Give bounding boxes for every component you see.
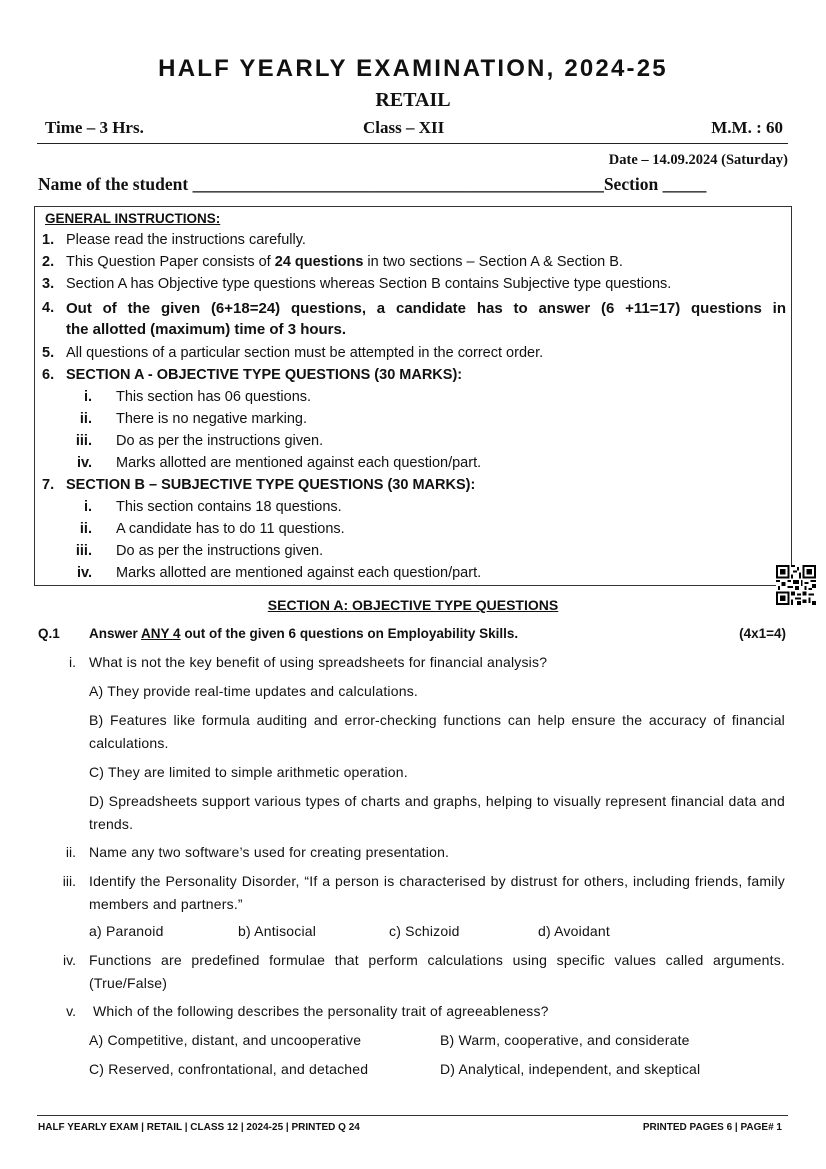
part-ii-question: Name any two software’s used for creating presentation.: [89, 844, 450, 860]
sub-instruction-number: iv.: [76, 565, 92, 581]
part-iii-option-b: b) Antisocial: [238, 923, 317, 939]
section-b-instruction-heading: SECTION B – SUBJECTIVE TYPE QUESTIONS (30 MARKS):: [66, 477, 476, 493]
sub-instruction-text: A candidate has to do 11 questions.: [116, 521, 345, 537]
footer-divider: [37, 1115, 788, 1116]
part-v-question: Which of the following describes the personality trait of agreeableness?: [93, 1003, 549, 1019]
instruction-text-bold: 24 questions: [274, 254, 364, 270]
sub-instruction-text: There is no negative marking.: [116, 411, 308, 427]
instruction-text: All questions of a particular section must be attempted in the correct order.: [66, 345, 544, 361]
instruction-number: 2.: [42, 254, 55, 270]
time-allowed: Time – 3 Hrs.: [45, 118, 144, 137]
section-a-heading-text: SECTION A: OBJECTIVE TYPE QUESTIONS: [267, 597, 559, 613]
part-i-option-a: A) They provide real-time updates and calculations.: [89, 683, 419, 699]
part-number: iv.: [63, 952, 76, 968]
instructions-heading: GENERAL INSTRUCTIONS:: [45, 211, 221, 226]
instruction-text-pre: This Question Paper consists of: [66, 254, 275, 270]
exam-date: Date – 14.09.2024 (Saturday): [608, 152, 788, 168]
sub-instruction-text: Marks allotted are mentioned against each question/part.: [116, 455, 482, 471]
header-divider: [37, 143, 788, 144]
student-name-line: Name of the student _______________________________________________Section _____: [38, 174, 707, 194]
sub-instruction-text: Marks allotted are mentioned against each question/part.: [116, 565, 482, 581]
sub-instruction-number: i.: [83, 499, 92, 515]
sub-instruction-text: This section has 06 questions.: [116, 389, 312, 405]
class-label: Class – XII: [363, 118, 445, 137]
sub-instruction-number: ii.: [79, 521, 92, 537]
sub-instruction-number: iv.: [76, 455, 92, 471]
part-iii-option-d: d) Avoidant: [538, 923, 610, 939]
exam-title: HALF YEARLY EXAMINATION, 2024-25: [158, 55, 668, 82]
part-i-option-c: C) They are limited to simple arithmetic operation.: [89, 764, 408, 780]
question-text-pre: Answer: [89, 626, 142, 641]
instruction-number: 4.: [42, 300, 55, 316]
question-marks: (4x1=4): [739, 626, 786, 641]
exam-meta-row: [45, 118, 783, 138]
sub-instruction-text: This section contains 18 questions.: [116, 499, 342, 515]
part-v-option-b: B) Warm, cooperative, and considerate: [440, 1032, 690, 1048]
part-iii-option-c: c) Schizoid: [389, 923, 460, 939]
instruction-text-post: in two sections – Section A & Section B.: [363, 254, 623, 270]
sub-instruction-number: ii.: [79, 411, 92, 427]
part-i-option-d: D) Spreadsheets support various types of charts and graphs, helping to visually represent financial data and trends.: [89, 793, 785, 832]
footer-left: HALF YEARLY EXAM | RETAIL | CLASS 12 | 2024-25 | PRINTED Q 24: [38, 1122, 360, 1133]
instruction-number: 6.: [42, 367, 55, 383]
instruction-number: 7.: [42, 477, 55, 493]
section-a-heading: [0, 597, 826, 613]
max-marks: M.M. : 60: [711, 118, 783, 137]
sub-instruction-text: Do as per the instructions given.: [116, 543, 324, 559]
instruction-text-line1: Out of the given (6+18=24) questions, a candidate has to answer (6 +11=17) questions in: [66, 300, 786, 317]
part-iii-option-a: a) Paranoid: [89, 923, 164, 939]
instruction-text: Section A has Objective type questions whereas Section B contains Subjective type questions.: [66, 276, 672, 292]
sub-instruction-number: iii.: [75, 543, 92, 559]
part-iii-question: Identify the Personality Disorder, “If a person is characterised by distrust for others, including friends, family members and partners.”: [89, 873, 785, 912]
question-number: Q.1: [38, 626, 60, 641]
part-number: ii.: [65, 844, 76, 860]
part-v-option-a: A) Competitive, distant, and uncooperative: [89, 1032, 362, 1048]
instruction-text: [66, 254, 623, 270]
part-number: iii.: [62, 873, 76, 889]
instruction-text-line2: the allotted (maximum) time of 3 hours.: [66, 321, 347, 338]
part-v-option-d: D) Analytical, independent, and skeptical: [440, 1061, 701, 1077]
part-number: i.: [69, 654, 76, 670]
part-iv-question: Functions are predefined formulae that perform calculations using specific values called arguments. (True/False): [89, 952, 785, 991]
instruction-text: Please read the instructions carefully.: [66, 232, 306, 248]
part-i-question: What is not the key benefit of using spreadsheets for financial analysis?: [89, 654, 548, 670]
question-text-any: ANY 4: [141, 626, 181, 641]
footer-right: PRINTED PAGES 6 | PAGE# 1: [642, 1122, 782, 1133]
instruction-number: 1.: [42, 232, 55, 248]
instruction-number: 5.: [42, 345, 55, 361]
subject-title: RETAIL: [375, 89, 451, 111]
part-v-option-c: C) Reserved, confrontational, and detached: [89, 1061, 369, 1077]
instruction-number: 3.: [42, 276, 55, 292]
question-text-post: out of the given 6 questions on Employability Skills.: [180, 626, 519, 641]
section-a-instruction-heading: SECTION A - OBJECTIVE TYPE QUESTIONS (30 MARKS):: [66, 367, 463, 383]
part-i-option-b: B) Features like formula auditing and error-checking functions can help ensure the accuracy of financial calculations.: [89, 712, 785, 751]
sub-instruction-number: i.: [83, 389, 92, 405]
question-text: [89, 626, 518, 641]
sub-instruction-text: Do as per the instructions given.: [116, 433, 324, 449]
sub-instruction-number: iii.: [75, 433, 92, 449]
part-number: v.: [66, 1003, 76, 1019]
